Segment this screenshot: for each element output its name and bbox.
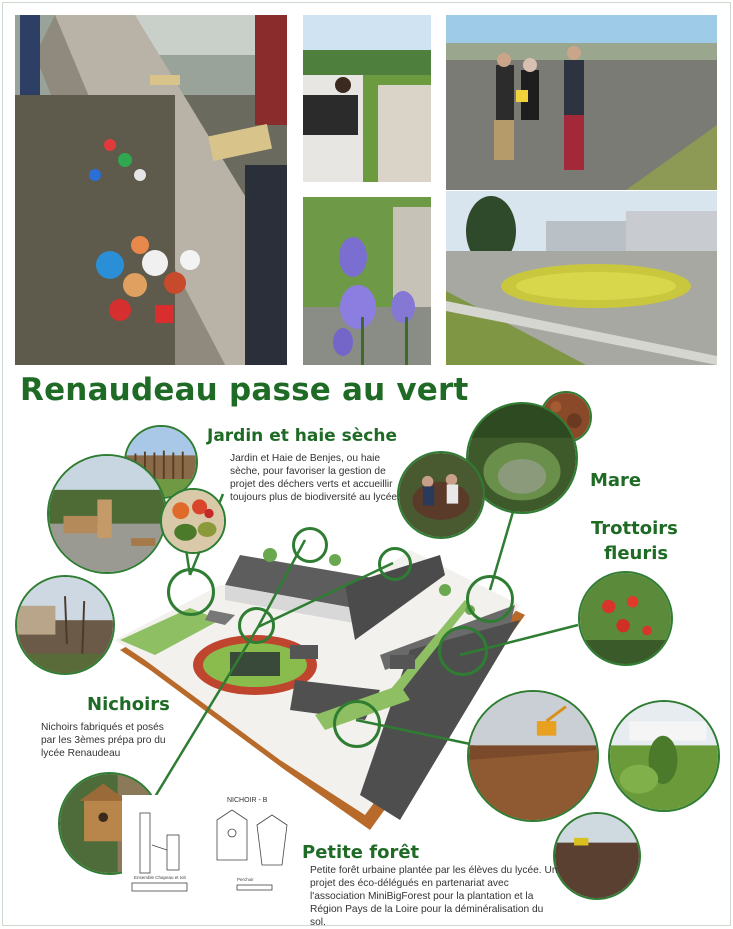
circle-photo-chantier-foret: [467, 690, 599, 822]
circle-photo-foret-plantee: [608, 700, 720, 812]
marker-nichoir-2: [292, 527, 328, 563]
marker-trottoirs: [438, 626, 488, 676]
heading-trottoirs-line2: fleuris: [604, 543, 669, 564]
page-title: Renaudeau passe au vert: [20, 372, 469, 408]
heading-mare: Mare: [590, 470, 642, 491]
marker-nichoir-1: [238, 607, 275, 644]
plan-caption-left: Ensemble Chapeau et toit: [134, 875, 186, 880]
heading-jardin: Jardin et haie sèche: [207, 426, 397, 446]
heading-nichoirs: Nichoirs: [87, 694, 170, 715]
circle-photo-trottoirs-fleuris: [578, 571, 673, 666]
circle-photo-mare-eleves: [397, 451, 485, 539]
circle-photo-legumes: [160, 488, 226, 554]
text-nichoirs: Nichoirs fabriqués et posés par les 3èmes prépa pro du lycée Renaudeau: [41, 722, 166, 759]
circle-photo-jardin: [47, 454, 167, 574]
marker-petite-foret: [333, 700, 381, 748]
heading-petite-foret: Petite forêt: [302, 842, 420, 863]
marker-mare: [466, 575, 514, 623]
circle-photo-jardin-hiver: [15, 575, 115, 675]
plan-caption-right: Perchoir: [237, 877, 254, 882]
circle-photo-sol-demineralise: [553, 812, 641, 900]
text-jardin: Jardin et Haie de Benjes, ou haie sèche, pour favoriser la gestion de projet des déchers verts et accueillir toujours plus de biodiversité au lycée.: [230, 453, 400, 503]
plan-label: NICHOIR - B: [227, 797, 268, 804]
marker-nichoir-3: [378, 547, 412, 581]
text-petite-foret: Petite forêt urbaine plantée par les élèves du lycée. Un projet des éco-délégués en partenariat avec l'association MiniBigForest pour la plantation et la Région Pays de la Loire pour la déminéralisation du sol.: [310, 865, 558, 928]
nichoir-plan-drawing: [122, 795, 300, 910]
heading-trottoirs-line1: Trottoirs: [591, 518, 678, 539]
marker-jardin: [167, 568, 215, 616]
